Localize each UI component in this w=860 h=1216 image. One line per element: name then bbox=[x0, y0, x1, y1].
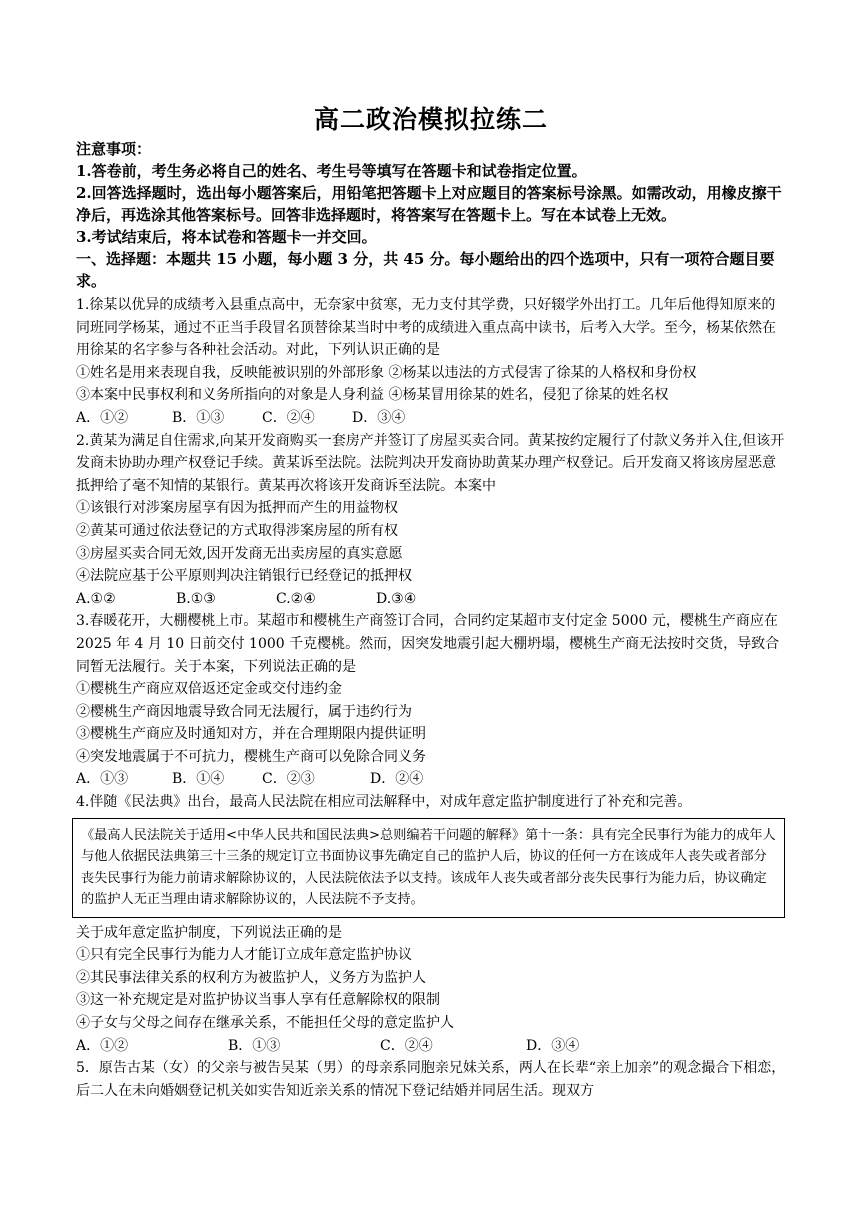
option-d[interactable]: D．③④ bbox=[352, 409, 406, 426]
statement-2: ②黄某可通过依法登记的方式取得涉案房屋的所有权 bbox=[76, 522, 398, 539]
notice-item-1: 1.答卷前，考生务必将自己的姓名、考生号等填写在答题卡和试卷指定位置。 bbox=[76, 162, 587, 180]
statement-3: ③这一补充规定是对监护协议当事人享有任意解除权的限制 bbox=[76, 992, 440, 1009]
option-d[interactable]: D．②④ bbox=[370, 771, 424, 788]
statement-1: ①该银行对涉案房屋享有因为抵押而产生的用益物权 bbox=[76, 500, 398, 517]
notice-item-3: 3.考试结束后，将本试卷和答题卡一并交回。 bbox=[76, 228, 377, 246]
option-d[interactable]: D．③④ bbox=[526, 1037, 580, 1054]
statement-3: ③樱桃生产商应及时通知对方，并在合理期限内提供证明 bbox=[76, 726, 426, 743]
option-b[interactable]: B．①③ bbox=[228, 1037, 281, 1054]
options-row bbox=[76, 588, 786, 611]
statement-4: ④子女与父母之间存在继承关系，不能担任父母的意定监护人 bbox=[76, 1015, 454, 1032]
statement-3: ③房屋买卖合同无效,因开发商无出卖房屋的真实意愿 bbox=[76, 545, 403, 562]
page-title: 高二政治模拟拉练二 bbox=[313, 105, 548, 134]
option-c[interactable]: C．②④ bbox=[380, 1037, 433, 1054]
content bbox=[76, 138, 786, 1102]
question-ask: 关于成年意定监护制度，下列说法正确的是 bbox=[76, 924, 342, 941]
statement-4: ④法院应基于公平原则判决注销银行已经登记的抵押权 bbox=[76, 568, 412, 585]
option-b[interactable]: B.①③ bbox=[176, 590, 216, 607]
option-c[interactable]: C．②④ bbox=[262, 409, 315, 426]
statement-2: ②其民事法律关系的权利方为被监护人，义务方为监护人 bbox=[76, 969, 426, 986]
option-c[interactable]: C．②③ bbox=[262, 771, 315, 788]
options-row bbox=[76, 407, 786, 430]
question-4 bbox=[76, 791, 786, 1057]
option-c[interactable]: C.②④ bbox=[276, 590, 316, 607]
statement-1-2: ①姓名是用来表现自我，反映能被识别的外部形象 ②杨某以违法的方式侵害了徐某的人格权和身份权 bbox=[76, 364, 697, 381]
statement-4: ④突发地震属于不可抗力，樱桃生产商可以免除合同义务 bbox=[76, 748, 426, 765]
question-stem: 5．原告古某（女）的父亲与被告吴某（男）的母亲系同胞亲兄妹关系，两人在长辈“亲上加亲”的观念撮合下相恋，后二人在未向婚姻登记机关如实告知近亲关系的情况下登记结婚并同居生活。现双方 bbox=[76, 1060, 786, 1099]
question-stem: 1.徐某以优异的成绩考入县重点高中，无奈家中贫寒，无力支付其学费，只好辍学外出打工。几年后他得知原来的同班同学杨某，通过不正当手段冒名顶替徐某当时中考的成绩进入重点高中读书，后考入大学。至今，杨某依然在用徐某的名字参与各种社会活动。对此，下列认识正确的是 bbox=[76, 297, 776, 359]
quote-text: 《最高人民法院关于适用<中华人民共和国民法典>总则编若干问题的解释》第十一条：具有完全民事行为能力的成年人与他人依据民法典第三十三条的规定订立书面协议事先确定自己的监护人后，协议的任何一方在该成年人丧失或者部分丧失民事行为能力前请求解除协议的，人民法院依法予以支持。该成年人丧失或者部分丧失民事行为能力后，协议确定的监护人无正当理由请求解除协议的，人民法院不予支持。 bbox=[81, 827, 776, 908]
statement-1: ①樱桃生产商应双倍返还定金或交付违约金 bbox=[76, 681, 342, 698]
option-a[interactable]: A．①③ bbox=[76, 771, 129, 788]
option-a[interactable]: A．①② bbox=[76, 409, 129, 426]
question-5 bbox=[76, 1057, 786, 1102]
options-row bbox=[76, 768, 786, 791]
option-b[interactable]: B．①④ bbox=[172, 771, 225, 788]
notice-section bbox=[76, 138, 786, 292]
question-stem: 2.黄某为满足自住需求,向某开发商购买一套房产并签订了房屋买卖合同。黄某按约定履行了付款义务并入住,但该开发商未协助办理产权登记手续。黄某诉至法院。法院判决开发商协助黄某办理产权登记。后开发商又将该房屋恶意抵押给了毫不知情的某银行。黄某再次将该开发商诉至法院。本案中 bbox=[76, 432, 785, 494]
quote-box bbox=[72, 818, 785, 918]
options-row bbox=[76, 1035, 786, 1058]
notice-item-2: 2.回答选择题时，选出每小题答案后，用铅笔把答题卡上对应题目的答案标号涂黑。如需改动，用橡皮擦干净后，再选涂其他答案标号。回答非选择题时，将答案写在答题卡上。写在本试卷上无效。 bbox=[76, 184, 782, 224]
statement-1: ①只有完全民事行为能力人才能订立成年意定监护协议 bbox=[76, 947, 412, 964]
question-1 bbox=[76, 294, 786, 430]
option-a[interactable]: A.①② bbox=[76, 590, 116, 607]
question-3 bbox=[76, 610, 786, 791]
statement-2: ②樱桃生产商因地震导致合同无法履行，属于违约行为 bbox=[76, 703, 412, 720]
section-heading: 一、选择题：本题共 15 小题，每小题 3 分，共 45 分。每小题给出的四个选项中，只有一项符合题目要求。 bbox=[76, 250, 775, 290]
question-stem: 4.伴随《民法典》出台，最高人民法院在相应司法解释中，对成年意定监护制度进行了补充和完善。 bbox=[76, 794, 692, 811]
option-a[interactable]: A．①② bbox=[76, 1037, 129, 1054]
question-2 bbox=[76, 430, 786, 611]
option-b[interactable]: B．①③ bbox=[172, 409, 225, 426]
notice-heading: 注意事项： bbox=[76, 140, 152, 158]
option-d[interactable]: D.③④ bbox=[376, 590, 417, 607]
question-stem: 3.春暖花开，大棚樱桃上市。某超市和樱桃生产商签订合同，合同约定某超市支付定金 5000 元，樱桃生产商应在 2025 年 4 月 10 日前交付 1000 千克樱桃。然而，因突发地震引起大棚坍塌，樱桃生产商无法按时交货，导致合同暂无法履行。关于本案，下列说法正确的是 bbox=[76, 613, 780, 675]
statement-3-4: ③本案中民事权利和义务所指向的对象是人身利益 ④杨某冒用徐某的姓名，侵犯了徐某的姓名权 bbox=[76, 387, 669, 404]
